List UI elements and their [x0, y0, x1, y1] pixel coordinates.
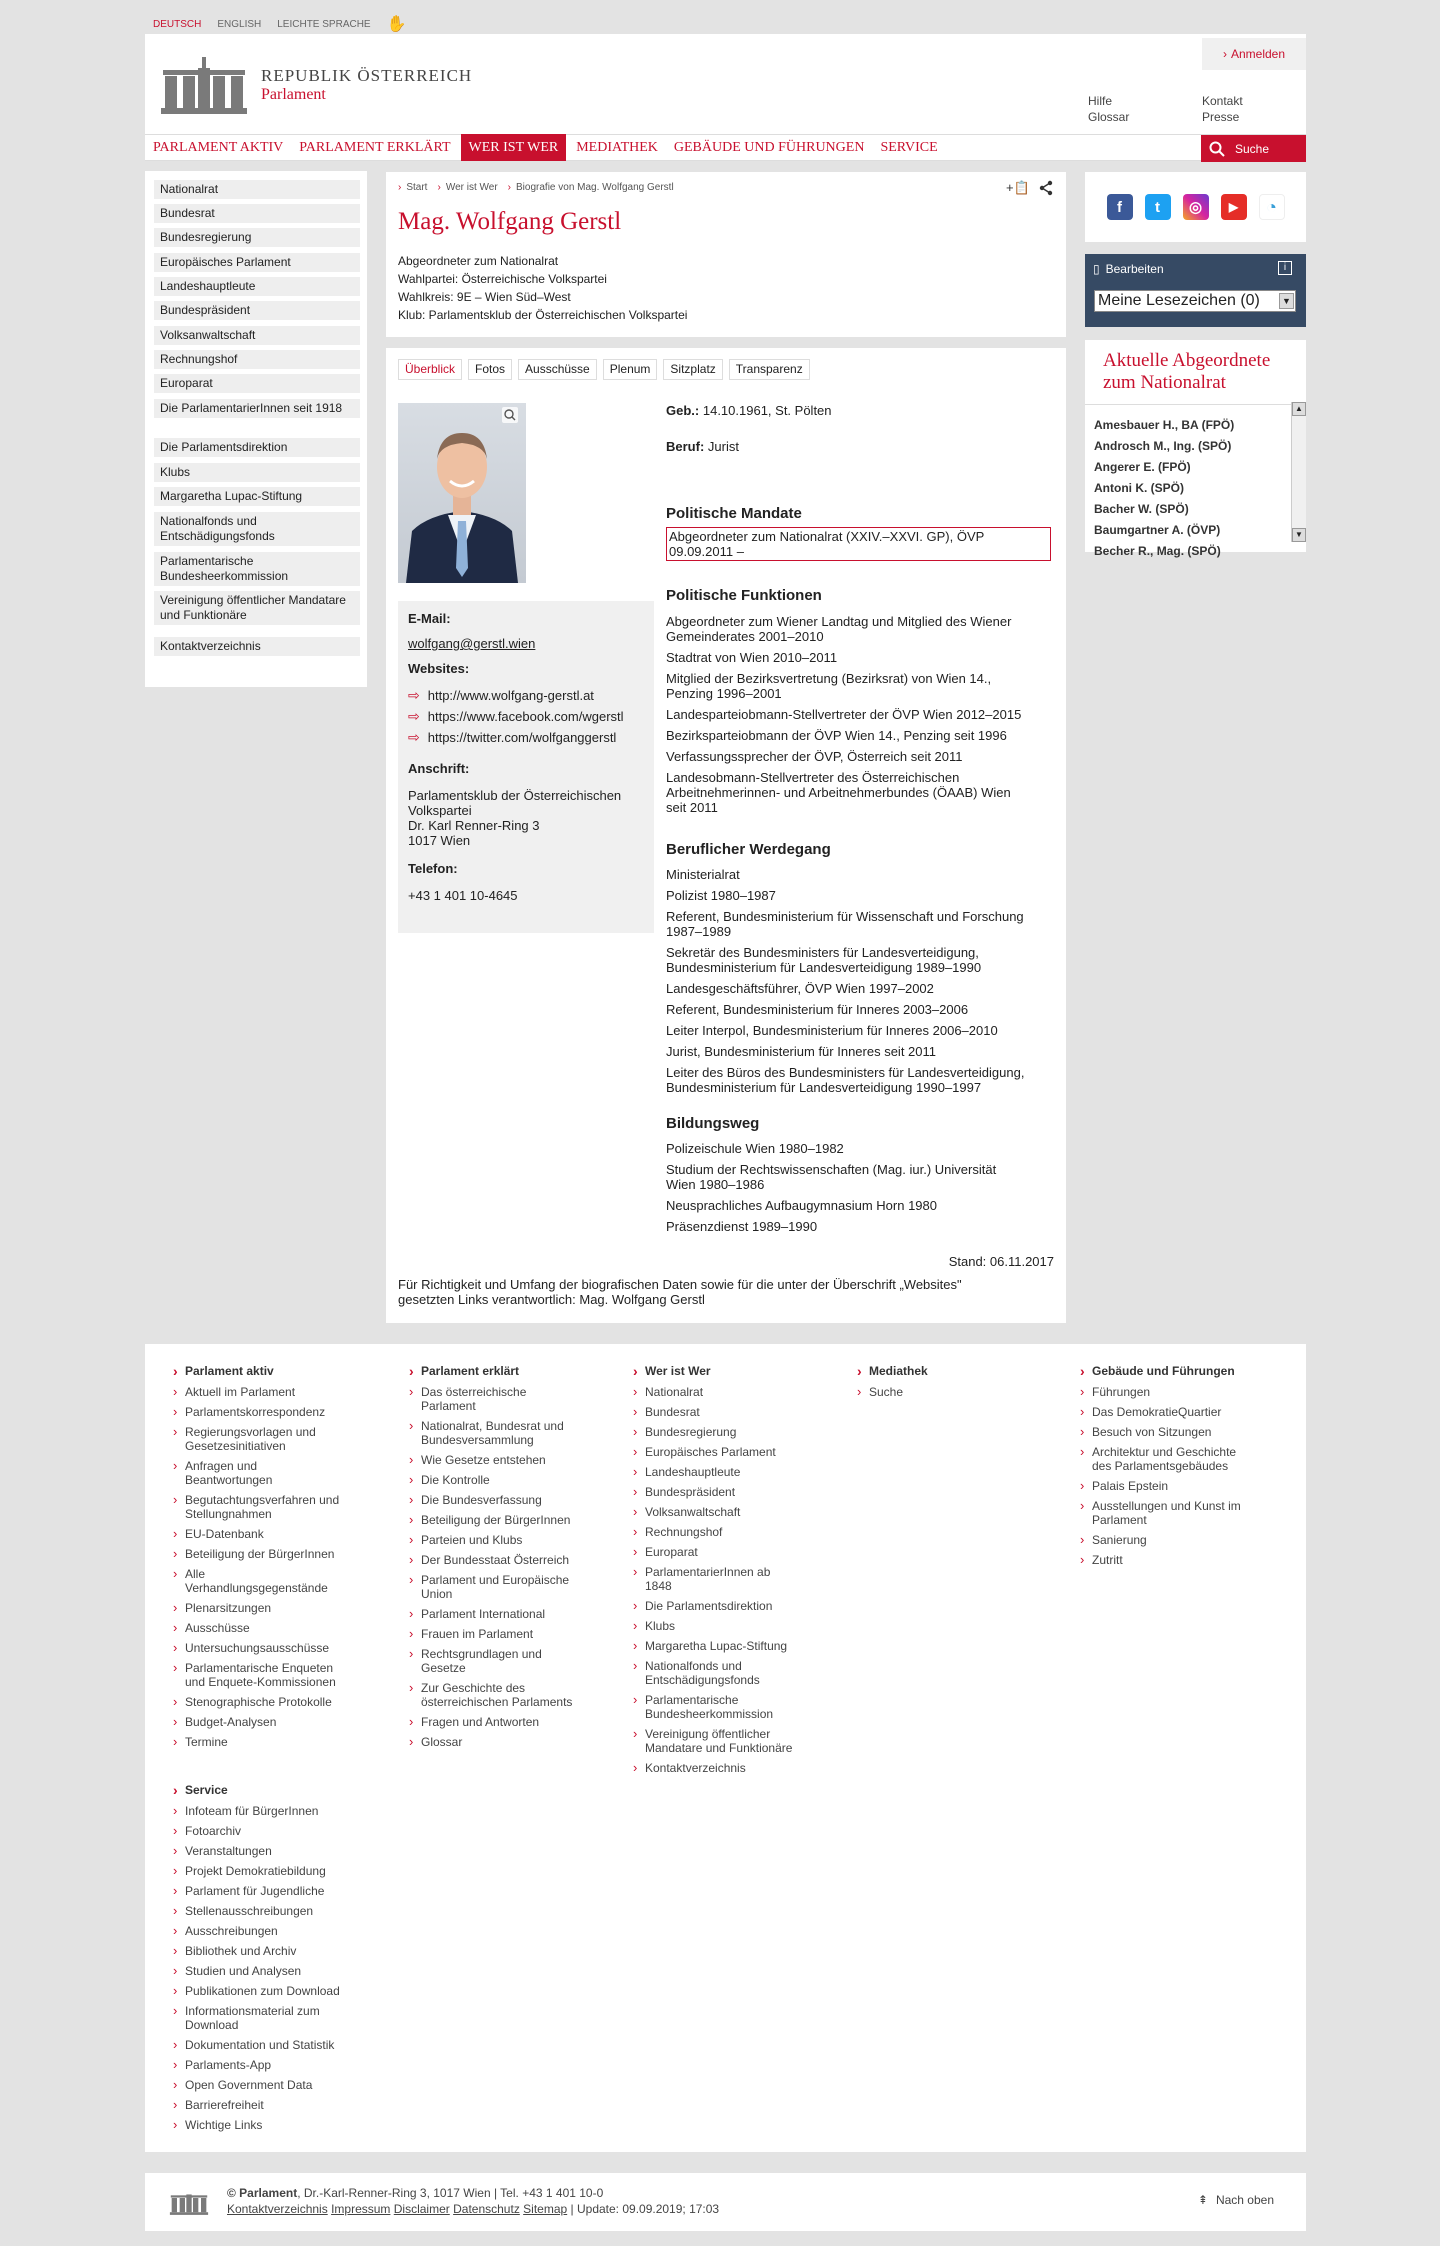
- bookmark-select-value: Meine Lesezeichen (0): [1098, 292, 1260, 309]
- sign-language-icon[interactable]: ✋: [386, 16, 407, 33]
- lang-en[interactable]: ENGLISH: [217, 18, 262, 30]
- websites-label: Websites:: [408, 661, 470, 676]
- share-icon[interactable]: [1038, 180, 1054, 196]
- divider: [1085, 404, 1306, 405]
- function-line: seit 2011: [666, 800, 718, 815]
- website-link[interactable]: ⇨ https://www.facebook.com/wgerstl: [408, 708, 624, 724]
- footer-link[interactable]: › Parlamentarische Bundesheerkommission: [633, 1693, 833, 1721]
- career-line: Bundesministerium für Landesverteidigung 1989–1990: [666, 960, 982, 975]
- search-icon: [1209, 141, 1225, 157]
- functions-heading: Politische Funktionen: [666, 587, 822, 604]
- footer-list: [1080, 1385, 1290, 1567]
- phone-label: Telefon:: [408, 861, 458, 876]
- bottom-link-sitemap[interactable]: Sitemap: [523, 2202, 568, 2216]
- footer-link[interactable]: › Parlamentarische Enqueten und Enquete-Kommissionen: [173, 1661, 373, 1689]
- address-line: Dr. Karl Renner-Ring 3: [408, 818, 540, 833]
- footer-link[interactable]: › Plenarsitzungen: [173, 1601, 373, 1615]
- current-members-box: [1085, 340, 1306, 558]
- footer-link[interactable]: › Europäisches Parlament: [633, 1445, 833, 1459]
- address-line: Volkspartei: [408, 803, 472, 818]
- footer-link[interactable]: › Die Parlamentsdirektion: [633, 1599, 833, 1613]
- bottom-link-disclaimer[interactable]: Disclaimer: [393, 2202, 450, 2216]
- career-line: Referent, Bundesministerium für Wissenschaft und Forschung: [666, 909, 1024, 924]
- footer-link[interactable]: › Führungen: [1080, 1385, 1290, 1399]
- career-line: Leiter des Büros des Bundesministers für Landesverteidigung,: [666, 1065, 1025, 1080]
- external-link-icon: ⇨: [408, 708, 420, 724]
- function-line: Stadtrat von Wien 2010–2011: [666, 650, 838, 665]
- stand-date: Stand: 06.11.2017: [948, 1254, 1054, 1269]
- function-line: Bezirksparteiobmann der ÖVP Wien 14., Penzing seit 1996: [666, 728, 1007, 743]
- social-media-box: [1085, 172, 1306, 242]
- tab-plenum[interactable]: Plenum: [603, 359, 658, 380]
- sidebar-item-bundesheerkommission[interactable]: Parlamentarische Bundesheerkommission: [154, 552, 360, 586]
- info-icon[interactable]: i: [1278, 261, 1292, 275]
- site-footer: [145, 1344, 1306, 2152]
- back-to-top-label: Nach oben: [1215, 2193, 1274, 2207]
- footer-link[interactable]: › Rechnungshof: [633, 1525, 833, 1539]
- instagram-icon[interactable]: ◎: [1183, 194, 1209, 220]
- footer-link[interactable]: › Stenographische Protokolle: [173, 1695, 373, 1709]
- sidebar-item-parlamentsdirektion[interactable]: Die Parlamentsdirektion: [154, 438, 360, 457]
- current-members-title-line: Aktuelle Abgeordnete: [1103, 350, 1271, 371]
- member-item[interactable]: Bacher W. (SPÖ): [1094, 502, 1189, 516]
- bottom-bar: [145, 2173, 1306, 2231]
- edit-bookmarks-label: Bearbeiten: [1105, 262, 1164, 276]
- current-members-title: [1103, 350, 1270, 394]
- function-line: Landesobmann-Stellvertreter des Österreichischen: [666, 770, 960, 785]
- sidebar-item-bundesregierung[interactable]: Bundesregierung: [154, 228, 360, 247]
- nav-wer-ist-wer[interactable]: WER IST WER: [461, 134, 567, 161]
- sidebar-item-europarat[interactable]: Europarat: [154, 374, 360, 393]
- profile-content-card: [386, 348, 1066, 1323]
- phone-number: +43 1 401 10-4645: [408, 888, 518, 903]
- press-link[interactable]: Presse: [1202, 110, 1240, 124]
- birth-info: Geb.: 14.10.1961, St. Pölten: [666, 403, 832, 418]
- breadcrumb-start[interactable]: › Start: [398, 182, 428, 193]
- footer-link[interactable]: › Ausstellungen und Kunst im Parlament: [1080, 1499, 1290, 1527]
- footer-link[interactable]: › Nationalfonds und Entschädigungsfonds: [633, 1659, 833, 1687]
- career-line: Sekretär des Bundesministers für Landesverteidigung,: [666, 945, 979, 960]
- footer-link[interactable]: › Bundesregierung: [633, 1425, 833, 1439]
- footer-link[interactable]: › Die Kontrolle: [409, 1473, 609, 1487]
- footer-link[interactable]: › Begutachtungsverfahren und Stellungnahmen: [173, 1493, 373, 1521]
- footer-link[interactable]: › Fotoarchiv: [173, 1824, 373, 1838]
- portrait-photo[interactable]: [398, 403, 526, 583]
- website-link[interactable]: ⇨ https://twitter.com/wolfganggerstl: [408, 729, 617, 745]
- podcast-icon[interactable]: ◔: [1259, 194, 1285, 220]
- breadcrumb-current: › Biografie von Mag. Wolfgang Gerstl: [507, 182, 674, 193]
- career-line: Ministerialrat: [666, 867, 740, 882]
- sidebar-item-landeshauptleute[interactable]: Landeshauptleute: [154, 277, 360, 296]
- zoom-icon[interactable]: [502, 407, 518, 423]
- footer-column-parlament-erklaert: [409, 1364, 609, 1755]
- footer-link[interactable]: › Beteiligung der BürgerInnen: [409, 1513, 609, 1527]
- twitter-icon[interactable]: t: [1145, 194, 1171, 220]
- footer-link[interactable]: › Bibliothek und Archiv: [173, 1944, 373, 1958]
- footer-column-parlament-aktiv: [173, 1364, 373, 2138]
- bottom-link-kontaktverzeichnis[interactable]: Kontaktverzeichnis: [227, 2202, 328, 2216]
- member-item[interactable]: Angerer E. (FPÖ): [1094, 460, 1191, 474]
- profile-header-card: [386, 172, 1066, 337]
- search-label: Suche: [1235, 141, 1270, 156]
- sidebar-item-bundespraesident[interactable]: Bundespräsident: [154, 301, 360, 320]
- scroll-down-icon[interactable]: ▼: [1292, 528, 1306, 542]
- chevron-down-icon: ▼: [1279, 293, 1294, 309]
- footer-link[interactable]: › Zutritt: [1080, 1553, 1290, 1567]
- person-info-line: Klub: Parlamentsklub der Österreichischen Volkspartei: [398, 308, 688, 322]
- email-link[interactable]: wolfgang@gerstl.wien: [408, 636, 536, 651]
- footer-link[interactable]: › Das österreichische Parlament: [409, 1385, 609, 1413]
- footer-heading[interactable]: › Gebäude und Führungen: [1080, 1364, 1290, 1378]
- bottom-link-datenschutz[interactable]: Datenschutz: [453, 2202, 520, 2216]
- footer-list: [633, 1385, 833, 1775]
- sidebar-item-bundesrat[interactable]: Bundesrat: [154, 204, 360, 223]
- footer-link[interactable]: › Margaretha Lupac-Stiftung: [633, 1639, 833, 1653]
- footer-link[interactable]: › Volksanwaltschaft: [633, 1505, 833, 1519]
- footer-link[interactable]: › Regierungsvorlagen und Gesetzesinitiativen: [173, 1425, 373, 1453]
- function-line: Landesparteiobmann-Stellvertreter der ÖVP Wien 2012–2015: [666, 707, 1022, 722]
- service-links-right: [1202, 93, 1243, 125]
- career-line: Polizist 1980–1987: [666, 888, 776, 903]
- member-item[interactable]: Androsch M., Ing. (SPÖ): [1094, 439, 1232, 453]
- footer-link[interactable]: › Open Government Data: [173, 2078, 373, 2092]
- bottom-link-impressum[interactable]: Impressum: [331, 2202, 391, 2216]
- nav-gebaeude[interactable]: GEBÄUDE UND FÜHRUNGEN: [673, 140, 865, 155]
- members-scrollbar[interactable]: [1291, 402, 1306, 542]
- scroll-up-icon[interactable]: ▲: [1292, 402, 1306, 416]
- footer-heading[interactable]: › Parlament aktiv: [173, 1364, 373, 1378]
- address: [408, 788, 621, 848]
- footer-link[interactable]: › Studien und Analysen: [173, 1964, 373, 1978]
- left-sidebar: [145, 171, 367, 687]
- person-info-line: Wahlkreis: 9E – Wien Süd–West: [398, 290, 571, 304]
- disclaimer-text: [398, 1277, 962, 1307]
- footer-link[interactable]: › Frauen im Parlament: [409, 1627, 609, 1641]
- education-heading: Bildungsweg: [666, 1115, 760, 1132]
- function-line: Mitglied der Bezirksvertretung (Bezirksrat) von Wien 14.,: [666, 671, 992, 686]
- footer-link[interactable]: › Alle Verhandlungsgegenstände: [173, 1567, 373, 1595]
- glossary-link[interactable]: Glossar: [1088, 110, 1130, 124]
- footer-link[interactable]: › EU-Datenbank: [173, 1527, 373, 1541]
- footer-link[interactable]: › Sanierung: [1080, 1533, 1290, 1547]
- sidebar-item-nationalfonds[interactable]: Nationalfonds und Entschädigungsfonds: [154, 512, 360, 546]
- career-heading: Beruflicher Werdegang: [666, 841, 831, 858]
- parliament-logo-small-icon[interactable]: [169, 2187, 209, 2217]
- edit-bookmarks[interactable]: [1093, 262, 1164, 276]
- sidebar-item-lupac-stiftung[interactable]: Margaretha Lupac-Stiftung: [154, 487, 360, 506]
- arrow-up-icon: ⇞: [1197, 2193, 1208, 2207]
- youtube-icon[interactable]: ▶: [1221, 194, 1247, 220]
- function-line: Abgeordneter zum Wiener Landtag und Mitglied des Wiener: [666, 614, 1012, 629]
- person-info-line: Wahlpartei: Österreichische Volkspartei: [398, 272, 607, 286]
- footer-list: [173, 1385, 373, 1749]
- footer-link[interactable]: › Barrierefreiheit: [173, 2098, 373, 2112]
- footer-link[interactable]: › Projekt Demokratiebildung: [173, 1864, 373, 1878]
- footer-link[interactable]: › Publikationen zum Download: [173, 1984, 373, 1998]
- back-to-top-link[interactable]: [1198, 2193, 1274, 2207]
- logo-line2: Parlament: [261, 86, 326, 103]
- footer-link[interactable]: › Das DemokratieQuartier: [1080, 1405, 1290, 1419]
- external-link-icon: ⇨: [408, 687, 420, 703]
- footer-link[interactable]: › Untersuchungsausschüsse: [173, 1641, 373, 1655]
- nav-parlament-aktiv[interactable]: PARLAMENT AKTIV: [153, 140, 284, 155]
- education-line: Studium der Rechtswissenschaften (Mag. iur.) Universität: [666, 1162, 997, 1177]
- footer-list: [173, 1804, 373, 2132]
- footer-link[interactable]: › Dokumentation und Statistik: [173, 2038, 373, 2052]
- footer-heading[interactable]: › Parlament erklärt: [409, 1364, 609, 1378]
- career-line: Leiter Interpol, Bundesministerium für Inneres 2006–2010: [666, 1023, 998, 1038]
- mandates-heading: Politische Mandate: [666, 505, 802, 522]
- sidebar-item-parlamentarierinnen[interactable]: Die ParlamentarierInnen seit 1918: [154, 399, 360, 418]
- member-item[interactable]: Antoni K. (SPÖ): [1094, 481, 1184, 495]
- mandate-line: 09.09.2011 –: [669, 544, 744, 559]
- service-links-left: [1088, 93, 1129, 125]
- login-label: Anmelden: [1230, 47, 1286, 61]
- mandate-item: [666, 527, 1051, 561]
- footer-column-wer-ist-wer: [633, 1364, 833, 1781]
- breadcrumb-wer-ist-wer[interactable]: › Wer ist Wer: [437, 182, 498, 193]
- footer-link[interactable]: › Landeshauptleute: [633, 1465, 833, 1479]
- parliament-logo-icon: [159, 54, 249, 116]
- footer-link[interactable]: › Parlament für Jugendliche: [173, 1884, 373, 1898]
- sidebar-item-nationalrat[interactable]: Nationalrat: [154, 180, 360, 199]
- nav-parlament-erklaert[interactable]: PARLAMENT ERKLÄRT: [299, 140, 451, 155]
- copyright-line: © Parlament, Dr.-Karl-Renner-Ring 3, 1017 Wien | Tel. +43 1 401 10-0: [227, 2186, 604, 2200]
- bottom-info: [227, 2185, 719, 2217]
- education-list: [666, 1141, 996, 1234]
- footer-heading[interactable]: › Wer ist Wer: [633, 1364, 833, 1378]
- footer-link[interactable]: › Budget-Analysen: [173, 1715, 373, 1729]
- sidebar-item-kontaktverzeichnis[interactable]: Kontaktverzeichnis: [154, 637, 360, 656]
- logo-line1: REPUBLIK ÖSTERREICH: [261, 66, 473, 85]
- chevron-right-icon: ›: [1222, 47, 1227, 61]
- education-line: Polizeischule Wien 1980–1982: [666, 1141, 844, 1156]
- logo[interactable]: [159, 54, 472, 116]
- email-label: E-Mail:: [408, 611, 451, 626]
- footer-link[interactable]: › Klubs: [633, 1619, 833, 1633]
- search-button[interactable]: [1201, 135, 1306, 162]
- career-line: 1987–1989: [666, 924, 732, 939]
- tab-fotos[interactable]: Fotos: [468, 359, 512, 380]
- tab-ausschuesse[interactable]: Ausschüsse: [518, 359, 597, 380]
- page-title: Mag. Wolfgang Gerstl: [398, 208, 622, 235]
- nav-mediathek[interactable]: MEDIATHEK: [576, 140, 658, 155]
- footer-link[interactable]: › Besuch von Sitzungen: [1080, 1425, 1290, 1439]
- footer-link[interactable]: › Kontaktverzeichnis: [633, 1761, 833, 1775]
- footer-link[interactable]: › Die Bundesverfassung: [409, 1493, 609, 1507]
- footer-link[interactable]: › Termine: [173, 1735, 373, 1749]
- footer-heading[interactable]: › Service: [173, 1783, 373, 1797]
- disclaimer-line: Für Richtigkeit und Umfang der biografischen Daten sowie für die unter der Überschrift „Websites": [398, 1277, 962, 1292]
- footer-link[interactable]: › Wichtige Links: [173, 2118, 373, 2132]
- footer-column-mediathek: [857, 1364, 1057, 1405]
- tab-transparenz[interactable]: Transparenz: [729, 359, 810, 380]
- member-item[interactable]: Becher R., Mag. (SPÖ): [1094, 544, 1221, 558]
- address-line: 1017 Wien: [408, 833, 471, 848]
- lang-de[interactable]: DEUTSCH: [153, 18, 202, 30]
- sidebar-item-vereinigung[interactable]: Vereinigung öffentlicher Mandatare und Funktionäre: [154, 591, 360, 625]
- footer-link[interactable]: › Stellenausschreibungen: [173, 1904, 373, 1918]
- footer-link[interactable]: › Bundespräsident: [633, 1485, 833, 1499]
- lang-easy[interactable]: LEICHTE SPRACHE: [277, 18, 371, 30]
- footer-link[interactable]: › Der Bundesstaat Österreich: [409, 1553, 609, 1567]
- footer-link[interactable]: › Aktuell im Parlament: [173, 1385, 373, 1399]
- bookmark-select[interactable]: [1094, 290, 1296, 312]
- nav-service[interactable]: SERVICE: [880, 140, 938, 155]
- footer-link[interactable]: › Informationsmaterial zum Download: [173, 2004, 373, 2032]
- education-line: Neusprachliches Aufbaugymnasium Horn 1980: [666, 1198, 937, 1213]
- bookmark-icon: ▯: [1093, 262, 1100, 276]
- footer-link[interactable]: › Wie Gesetze entstehen: [409, 1453, 609, 1467]
- footer-link[interactable]: › Palais Epstein: [1080, 1479, 1290, 1493]
- current-members-title-line: zum Nationalrat: [1103, 372, 1226, 393]
- footer-link[interactable]: › Beteiligung der BürgerInnen: [173, 1547, 373, 1561]
- career-list: [666, 867, 1024, 1095]
- footer-link[interactable]: › Parlament und Europäische Union: [409, 1573, 609, 1601]
- mandate-line: Abgeordneter zum Nationalrat (XXIV.–XXVI. GP), ÖVP: [669, 529, 985, 544]
- tab-ueberblick[interactable]: Überblick: [398, 359, 462, 380]
- footer-link[interactable]: › Bundesrat: [633, 1405, 833, 1419]
- footer-link[interactable]: › Parlament International: [409, 1607, 609, 1621]
- site-header: [145, 34, 1306, 161]
- education-line: Wien 1980–1986: [666, 1177, 765, 1192]
- footer-link[interactable]: › Europarat: [633, 1545, 833, 1559]
- language-bar: [153, 14, 407, 34]
- function-line: Verfassungssprecher der ÖVP, Österreich seit 2011: [666, 749, 963, 764]
- disclaimer-line: gesetzten Links verantwortlich: Mag. Wolfgang Gerstl: [398, 1292, 705, 1307]
- sidebar-item-klubs[interactable]: Klubs: [154, 463, 360, 482]
- footer-link[interactable]: › Infoteam für BürgerInnen: [173, 1804, 373, 1818]
- footer-link[interactable]: › Anfragen und Beantwortungen: [173, 1459, 373, 1487]
- function-line: Penzing 1996–2001: [666, 686, 782, 701]
- contact-link[interactable]: Kontakt: [1202, 94, 1243, 108]
- footer-column-gebaeude: [1080, 1364, 1290, 1573]
- footer-link[interactable]: › Veranstaltungen: [173, 1844, 373, 1858]
- function-line: Gemeinderates 2001–2010: [666, 629, 824, 644]
- functions-list: [666, 614, 1021, 815]
- sidebar-item-volksanwaltschaft[interactable]: Volksanwaltschaft: [154, 326, 360, 345]
- address-line: Parlamentsklub der Österreichischen: [408, 788, 622, 803]
- add-bookmark-icon[interactable]: +📋: [1006, 180, 1030, 195]
- members-list: [1094, 418, 1289, 558]
- footer-link[interactable]: › Rechtsgrundlagen und Gesetze: [409, 1647, 609, 1675]
- update-info: | Update: 09.09.2019; 17:03: [570, 2202, 720, 2216]
- career-line: Landesgeschäftsführer, ÖVP Wien 1997–2002: [666, 981, 934, 996]
- footer-link[interactable]: › ParlamentarierInnen ab 1848: [633, 1565, 833, 1593]
- profession-info: Beruf: Jurist: [666, 439, 739, 454]
- help-link[interactable]: Hilfe: [1088, 94, 1113, 108]
- website-link[interactable]: ⇨ http://www.wolfgang-gerstl.at: [408, 687, 594, 703]
- footer-link[interactable]: › Nationalrat, Bundesrat und Bundesversammlung: [409, 1419, 609, 1447]
- education-line: Präsenzdienst 1989–1990: [666, 1219, 818, 1234]
- facebook-icon[interactable]: f: [1107, 194, 1133, 220]
- career-line: Bundesministerium für Landesverteidigung 1990–1997: [666, 1080, 982, 1095]
- footer-link[interactable]: › Fragen und Antworten: [409, 1715, 609, 1729]
- footer-link[interactable]: › Vereinigung öffentlicher Mandatare und Funktionäre: [633, 1727, 833, 1755]
- external-link-icon: ⇨: [408, 729, 420, 745]
- footer-heading[interactable]: › Mediathek: [857, 1364, 1057, 1378]
- breadcrumb: [398, 182, 674, 193]
- profile-tabs: [398, 359, 810, 380]
- function-line: Arbeitnehmerinnen- und Arbeitnehmerbundes (ÖAAB) Wien: [666, 785, 1011, 800]
- career-line: Jurist, Bundesministerium für Inneres seit 2011: [666, 1044, 936, 1059]
- member-item[interactable]: Baumgartner A. (ÖVP): [1094, 523, 1221, 537]
- bottom-links: [227, 2201, 719, 2217]
- footer-link[interactable]: › Suche: [857, 1385, 1057, 1399]
- person-info: [398, 252, 687, 324]
- footer-link[interactable]: › Architektur und Geschichte des Parlamentsgebäudes: [1080, 1445, 1290, 1473]
- footer-link[interactable]: › Glossar: [409, 1735, 609, 1749]
- footer-link[interactable]: › Ausschüsse: [173, 1621, 373, 1635]
- footer-list: [857, 1385, 1057, 1399]
- career-line: Referent, Bundesministerium für Inneres 2003–2006: [666, 1002, 969, 1017]
- contact-box: [398, 601, 654, 933]
- main-navigation: [145, 134, 1306, 161]
- footer-link[interactable]: › Parlaments-App: [173, 2058, 373, 2072]
- tab-sitzplatz[interactable]: Sitzplatz: [663, 359, 722, 380]
- footer-link[interactable]: › Parteien und Klubs: [409, 1533, 609, 1547]
- footer-list: [409, 1385, 609, 1749]
- person-info-line: Abgeordneter zum Nationalrat: [398, 254, 559, 268]
- sidebar-item-rechnungshof[interactable]: Rechnungshof: [154, 350, 360, 369]
- sidebar-item-europaeisches-parlament[interactable]: Europäisches Parlament: [154, 253, 360, 272]
- footer-link[interactable]: › Nationalrat: [633, 1385, 833, 1399]
- footer-link[interactable]: › Parlamentskorrespondenz: [173, 1405, 373, 1419]
- footer-link[interactable]: › Ausschreibungen: [173, 1924, 373, 1938]
- login-button[interactable]: [1202, 38, 1306, 70]
- bookmark-box: [1085, 254, 1306, 327]
- footer-link[interactable]: › Zur Geschichte des österreichischen Parlaments: [409, 1681, 609, 1709]
- address-label: Anschrift:: [408, 761, 470, 776]
- member-item[interactable]: Amesbauer H., BA (FPÖ): [1094, 418, 1235, 432]
